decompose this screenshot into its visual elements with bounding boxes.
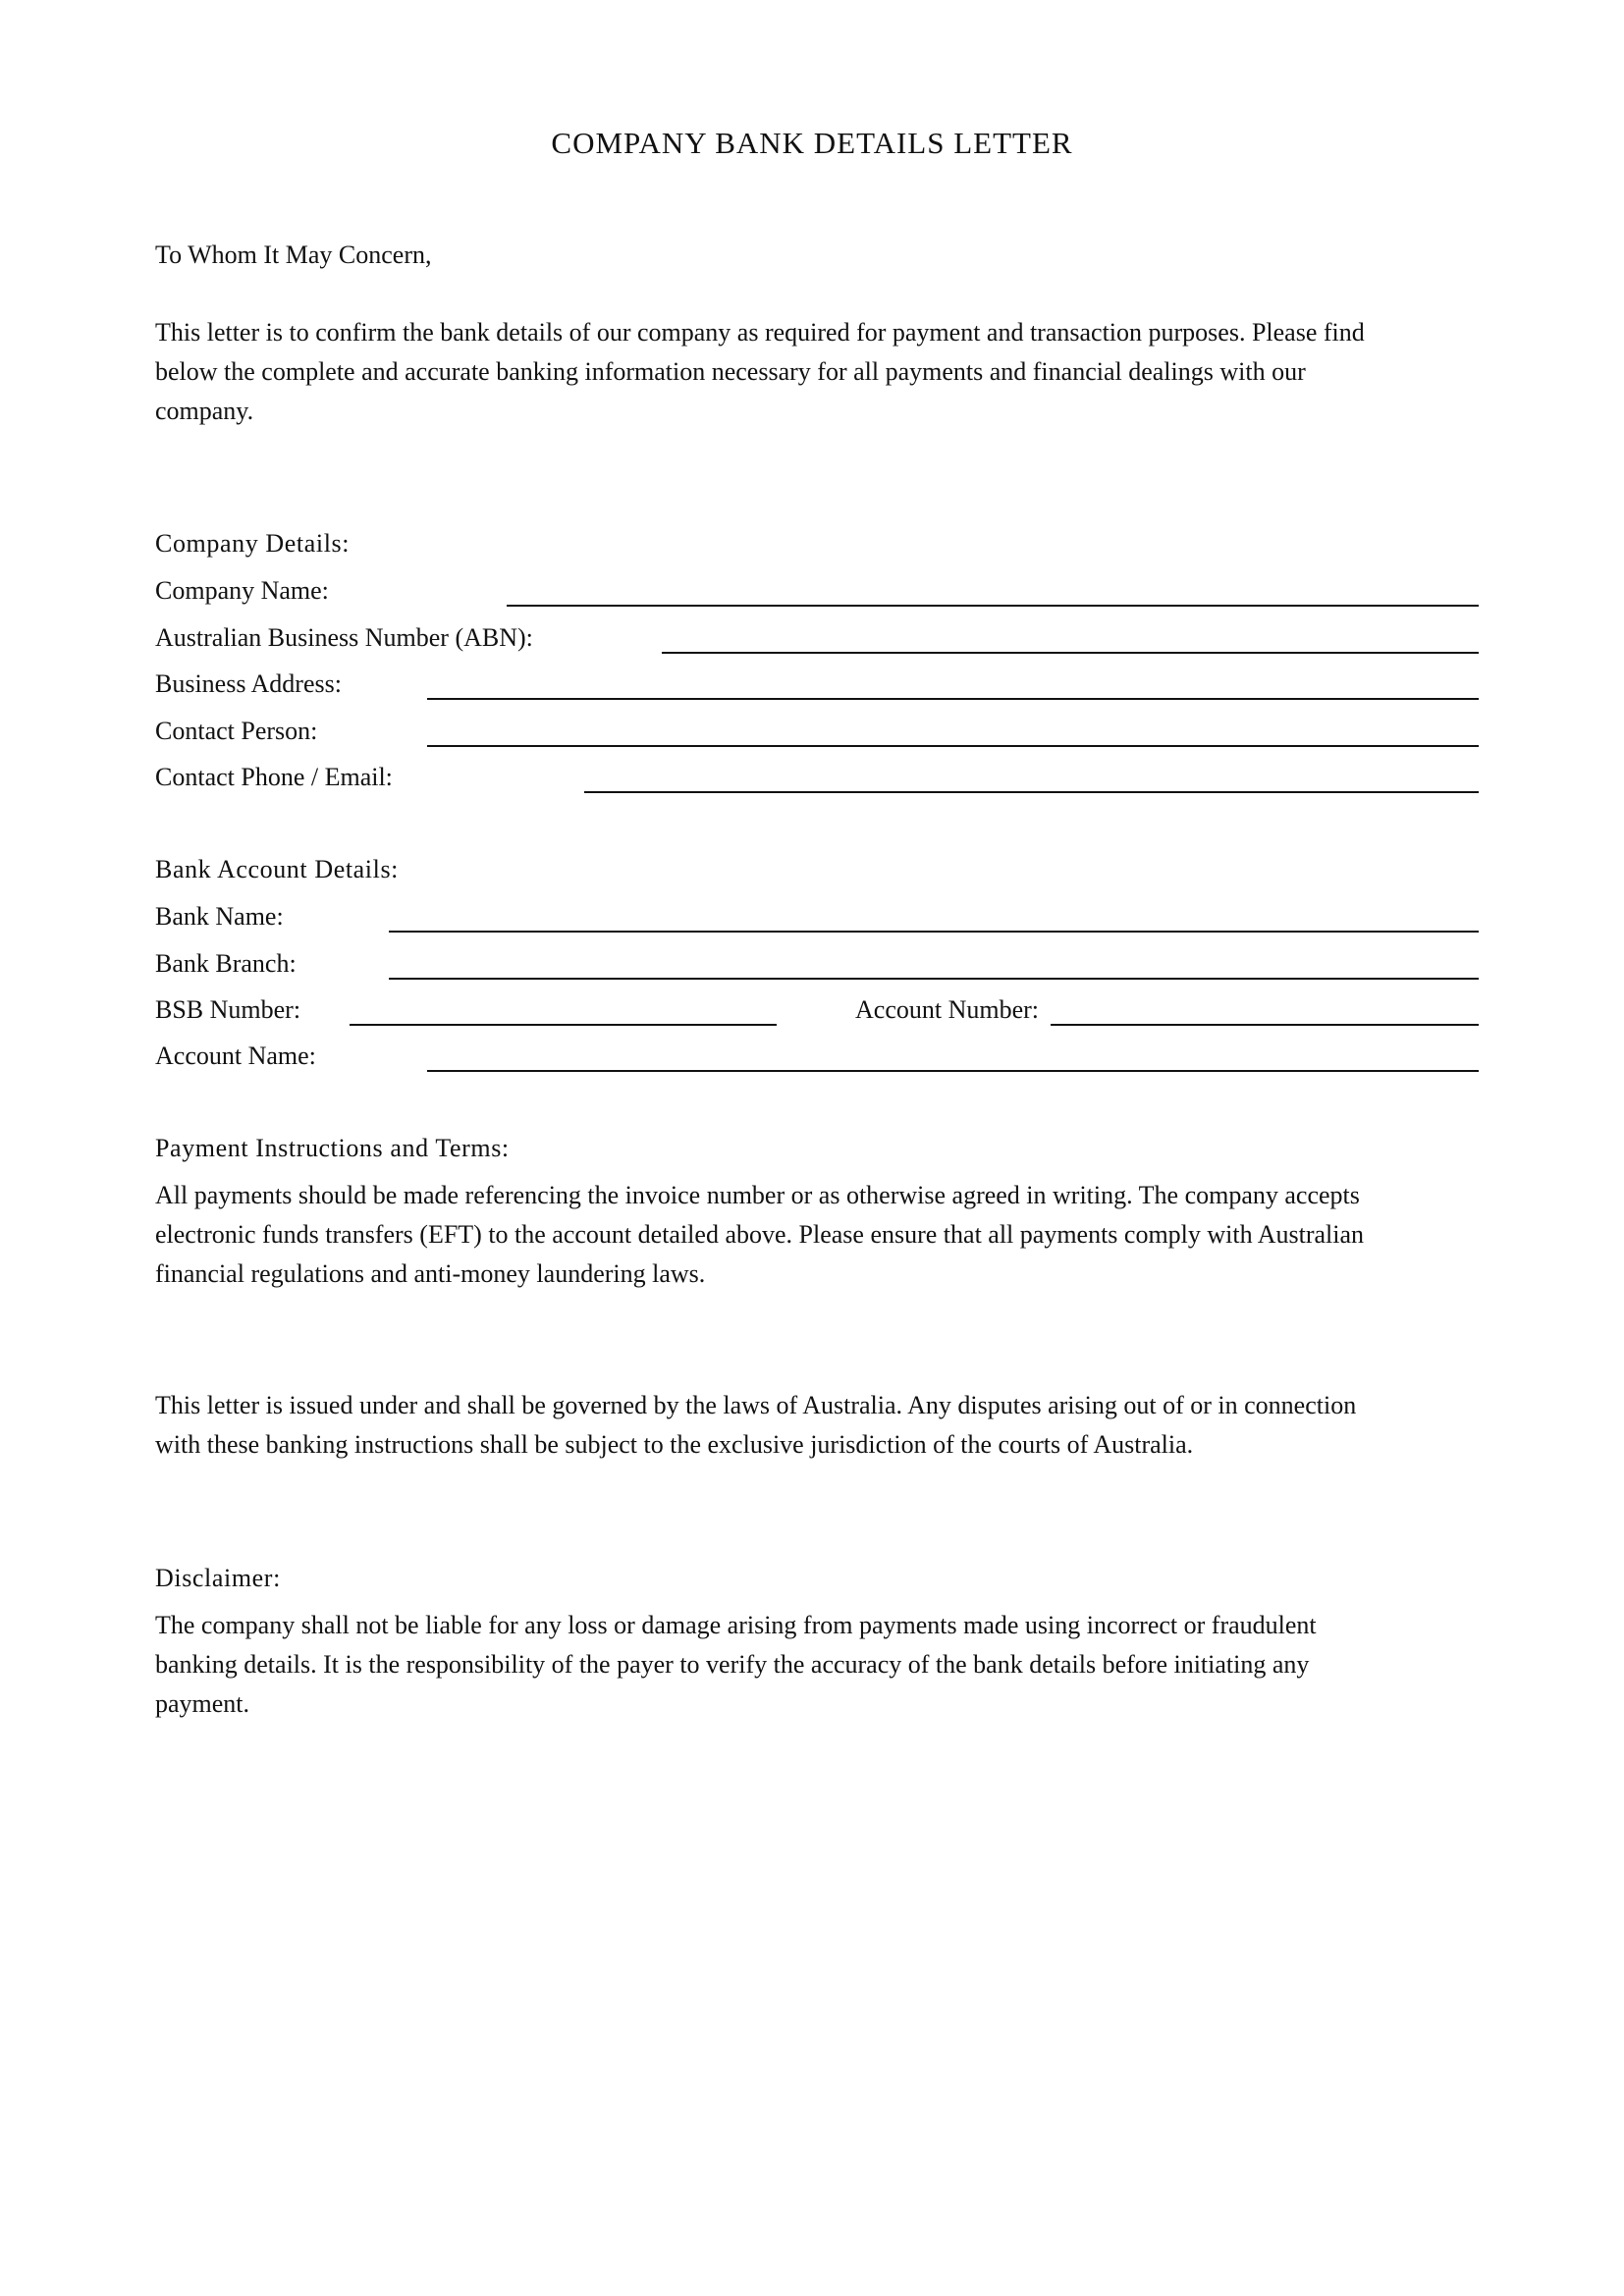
intro-line-2: below the complete and accurate banking information necessary for all payments and financial dealings with our (155, 357, 1306, 386)
bank-name-field[interactable] (389, 931, 1479, 933)
bank-branch-label: Bank Branch: (155, 949, 297, 978)
governing-law-line-1: This letter is issued under and shall be governed by the laws of Australia. Any disputes arising out of or in connection (155, 1391, 1357, 1419)
contact-phone-email-field[interactable] (584, 791, 1479, 793)
document-title: COMPANY BANK DETAILS LETTER (551, 126, 1073, 160)
salutation: To Whom It May Concern, (155, 240, 432, 269)
disclaimer-heading: Disclaimer: (155, 1564, 281, 1592)
disclaimer-line-3: payment. (155, 1689, 250, 1718)
company-details-heading: Company Details: (155, 529, 351, 558)
payment-terms-line-2: electronic funds transfers (EFT) to the account detailed above. Please ensure that all payments comply with Australian (155, 1220, 1365, 1249)
company-name-field[interactable] (507, 605, 1479, 607)
bank-branch-field[interactable] (389, 978, 1479, 980)
abn-field[interactable] (662, 652, 1479, 654)
contact-phone-email-label: Contact Phone / Email: (155, 763, 393, 791)
bank-details-heading: Bank Account Details: (155, 855, 399, 883)
bsb-number-label: BSB Number: (155, 995, 301, 1024)
disclaimer-line-1: The company shall not be liable for any loss or damage arising from payments made using incorrect or fraudulent (155, 1611, 1317, 1639)
contact-person-label: Contact Person: (155, 717, 318, 745)
business-address-field[interactable] (427, 698, 1479, 700)
company-name-label: Company Name: (155, 576, 329, 605)
payment-terms-line-3: financial regulations and anti-money laundering laws. (155, 1259, 706, 1288)
account-name-field[interactable] (427, 1070, 1479, 1072)
business-address-label: Business Address: (155, 669, 342, 698)
disclaimer-line-2: banking details. It is the responsibility of the payer to verify the accuracy of the bank details before initiating any (155, 1650, 1310, 1679)
bank-name-label: Bank Name: (155, 902, 284, 931)
intro-line-3: company. (155, 397, 254, 425)
account-name-label: Account Name: (155, 1041, 316, 1070)
payment-terms-line-1: All payments should be made referencing the invoice number or as otherwise agreed in writing. The company accepts (155, 1181, 1360, 1209)
bsb-number-field[interactable] (350, 1024, 777, 1026)
abn-label: Australian Business Number (ABN): (155, 623, 533, 652)
account-number-label: Account Number: (855, 995, 1040, 1024)
contact-person-field[interactable] (427, 745, 1479, 747)
account-number-field[interactable] (1051, 1024, 1479, 1026)
payment-terms-heading: Payment Instructions and Terms: (155, 1134, 510, 1162)
governing-law-line-2: with these banking instructions shall be subject to the exclusive jurisdiction of the courts of Australia. (155, 1430, 1194, 1459)
intro-line-1: This letter is to confirm the bank details of our company as required for payment and transaction purposes. Please find (155, 318, 1365, 347)
